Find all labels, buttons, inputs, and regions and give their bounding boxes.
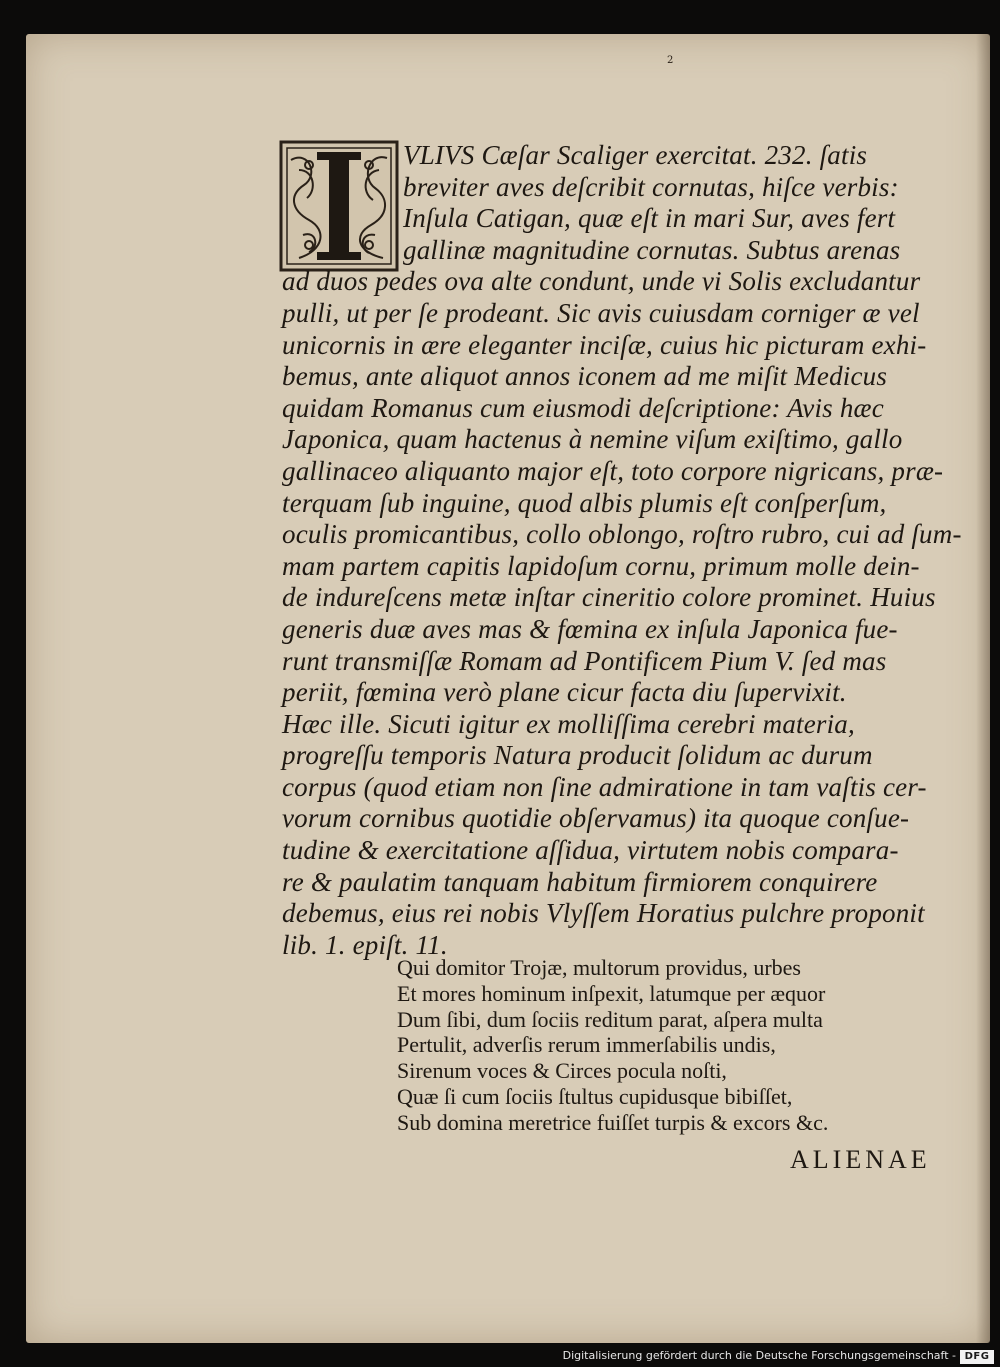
text-line-4: gallinæ magnitudine cornutas. Subtus arenas — [403, 234, 901, 265]
text-line-17: runt transmiſſæ Romam ad Pontificem Pium V. ſed mas — [282, 645, 887, 676]
text-line-26: lib. 1. epiſt. 11. — [282, 929, 448, 960]
text-line-9: quidam Romanus cum eiusmodi deſcriptione: Avis hæc — [282, 392, 884, 423]
catchword: ALIENAE — [790, 1145, 931, 1174]
text-line-11: gallinaceo aliquanto major eſt, toto corpore nigricans, præ- — [282, 455, 944, 486]
text-line-19: Hæc ille. Sicuti igitur ex molliſſima cerebri materia, — [282, 708, 855, 739]
text-line-2: breviter aves deſcribit cornutas, hiſce verbis: — [403, 171, 899, 202]
text-line-15: de indureſcens metæ inſtar cineritio colore prominet. Huius — [282, 582, 936, 613]
verse-line-4: Pertulit, adverſis rerum immerſabilis undis, — [397, 1032, 776, 1058]
text-line-21: corpus (quod etiam non ſine admiratione in tam vaſtis cer- — [282, 771, 927, 802]
text-line-6: pulli, ut per ſe prodeant. Sic avis cuiusdam corniger æ vel — [282, 297, 920, 328]
main-text-block — [282, 140, 962, 961]
dfg-logo-icon[interactable]: DFG — [960, 1350, 994, 1364]
verse-line-5: Sirenum voces & Circes pocula noſti, — [397, 1058, 727, 1084]
text-line-7: unicornis in ære eleganter inciſæ, cuius hic picturam exhi- — [282, 329, 927, 360]
text-line-12: terquam ſub inguine, quod albis plumis eſt conſperſum, — [282, 487, 887, 518]
text-line-3: Inſula Catigan, quæ eſt in mari Sur, aves fert — [403, 203, 896, 234]
verse-line-2: Et mores hominum inſpexit, latumque per æquor — [397, 980, 826, 1006]
text-line-18: periit, fœmina verò plane cicur facta diu ſupervixit. — [282, 677, 847, 708]
text-line-23: tudine & exercitatione aſſidua, virtutem nobis compara- — [282, 835, 899, 866]
text-line-1: VLIVS Cæſar Scaliger exercitat. 232. ſatis — [403, 140, 868, 170]
verse-line-3: Dum ſibi, dum ſociis reditum parat, aſpera multa — [397, 1006, 823, 1032]
text-line-25: debemus, eius rei nobis Vlyſſem Horatius pulchre proponit — [282, 898, 925, 929]
verse-line-7: Sub domina meretrice fuiſſet turpis & excors &c. — [397, 1109, 829, 1135]
verse-line-1: Qui domitor Trojæ, multorum providus, urbes — [397, 955, 801, 980]
page-edge-shadow — [976, 34, 990, 1343]
text-line-20: progreſſu temporis Natura producit ſolidum ac durum — [282, 740, 873, 771]
verse-line-6: Quæ ſi cum ſociis ſtultus cupidusque bibiſſet, — [397, 1083, 793, 1109]
text-line-13: oculis promicantibus, collo oblongo, roſtro rubro, cui ad ſum- — [282, 519, 962, 550]
footer-credit: Digitalisierung gefördert durch die Deutsche Forschungsgemeinschaft - — [562, 1349, 956, 1362]
text-line-10: Japonica, quam hactenus à nemine viſum exiſtimo, gallo — [282, 424, 903, 455]
verse-quotation — [397, 955, 957, 1136]
text-line-22: vorum cornibus quotidie obſervamus) ita quoque conſue- — [282, 803, 910, 834]
text-line-5: ad duos pedes ova alte condunt, unde vi Solis excludantur — [282, 266, 921, 297]
text-line-16: generis duæ aves mas & fœmina ex inſula Japonica fue- — [282, 613, 898, 644]
text-line-8: bemus, ante aliquot annos iconem ad me miſit Medicus — [282, 361, 888, 392]
text-line-24: re & paulatim tanquam habitum firmiorem conquirere — [282, 866, 878, 897]
text-line-14: mam partem capitis lapidoſum cornu, primum molle dein- — [282, 550, 920, 581]
signature-marker: 2 — [667, 55, 674, 66]
